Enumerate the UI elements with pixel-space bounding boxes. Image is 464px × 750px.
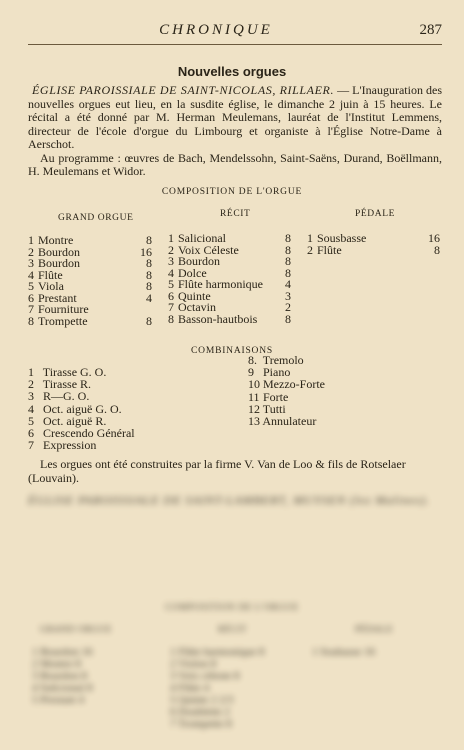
stop-number: 8: [168, 311, 174, 326]
combination-name: Crescendo Général: [40, 425, 135, 440]
combination-number: 5: [28, 413, 34, 428]
combination-number: 6: [28, 425, 34, 440]
stop-row: [307, 242, 440, 257]
combination-row: [248, 415, 325, 427]
combinaisons-left: [28, 366, 135, 451]
stop-feet: 8: [434, 242, 440, 257]
grand-orgue-stops: [28, 235, 152, 327]
pedale-stops: [307, 233, 440, 256]
blurred-article-heading: ÉGLISE PAROISSIALE DE SAINT-LAMBERT, MUYSEN (lez Malines).: [28, 493, 430, 507]
stop-feet: 8: [285, 231, 291, 245]
stop-feet: 8: [146, 267, 152, 282]
combinaisons-title: COMBINAISONS: [191, 346, 273, 356]
blurred-stop-row: 1 Bourdon 16: [32, 646, 93, 658]
section-title: Nouvelles orgues: [177, 64, 287, 79]
combination-name: Forte: [260, 389, 289, 404]
running-title: CHRONIQUE: [159, 22, 273, 38]
article-paragraph-1: L'Inauguration des nouvelles orgues eut lieu, en la susdite église, le dimanche 2 juin à 15 heures. Le récital a été donné par M. Herman Meulemans, lauréat de l'Institut Lemmens, directeur de l'école d'orgue du Limbourg et organiste à l'Église Notre-Dame à Aerschot.: [28, 83, 443, 151]
stop-number: 2: [168, 242, 174, 257]
running-header: [30, 22, 442, 42]
blurred-heading-pedale: PÉDALE: [355, 624, 394, 634]
blurred-go-stops: [32, 646, 93, 706]
combination-name: Oct. aiguë R.: [40, 413, 107, 428]
stop-feet: 8: [285, 254, 291, 268]
combination-name: Tutti: [260, 401, 286, 416]
article-heading: ÉGLISE PAROISSIALE DE SAINT-NICOLAS, RILLAER.: [32, 83, 335, 97]
blurred-stop-row: 4 Salicional 8: [32, 682, 93, 694]
blurred-stop-row: 6 Doublette 2: [170, 706, 230, 718]
combination-name: Piano: [260, 365, 291, 380]
stop-number: 1: [168, 231, 174, 245]
stop-name: Flûte harmonique: [178, 277, 263, 291]
combination-number: 1: [28, 365, 34, 379]
combination-number: 7: [28, 438, 34, 453]
stop-name: Bourdon: [38, 244, 80, 259]
stop-feet: 8: [285, 311, 291, 326]
stop-name: Voix Céleste: [178, 242, 239, 257]
pedale-heading: PÉDALE: [355, 209, 396, 219]
stop-feet: 8: [146, 233, 152, 247]
blurred-stop-row: 1 Soubasse 16: [312, 646, 375, 658]
blurred-stop-row: 4 Flûte 4: [170, 682, 210, 694]
stop-feet: 16: [140, 244, 152, 259]
stop-feet: 8: [285, 242, 291, 257]
header-rule: [28, 44, 442, 45]
stop-number: 7: [28, 302, 34, 316]
closing-paragraph: Les orgues ont été construites par la firme V. Van de Loo & fils de Rotselaer (Louvain).: [28, 457, 406, 485]
stop-name: Viola: [38, 279, 64, 293]
blurred-stop-row: 7 Trompette 8: [170, 718, 232, 730]
combination-name: Tirasse G. O.: [40, 365, 107, 379]
stop-number: 6: [28, 290, 34, 305]
stop-feet: 8: [146, 256, 152, 270]
stop-number: 4: [168, 265, 174, 280]
stop-name: Bourdon: [178, 254, 220, 268]
blurred-stop-row: 1 Flûte harmonique 8: [170, 646, 265, 658]
stop-number: 3: [28, 256, 34, 270]
article-paragraph-2: Au programme : œuvres de Bach, Mendelssohn, Saint-Saëns, Durand, Boëllmann, H. Meulemans et Widor.: [28, 150, 442, 178]
stop-name: Salicional: [178, 231, 226, 245]
stop-feet: 8: [285, 265, 291, 280]
stop-name: Basson-hautbois: [178, 311, 258, 326]
stop-feet: 4: [146, 290, 152, 305]
stop-name: Trompette: [38, 313, 88, 328]
stop-number: 5: [168, 277, 174, 291]
stop-row: [28, 313, 152, 328]
stop-name: Flûte: [317, 242, 342, 257]
combination-row: [28, 439, 135, 451]
blurred-stop-row: 2 Violon 8: [170, 658, 217, 670]
blurred-stop-row: 2 Montre 8: [32, 658, 81, 670]
blurred-recit-stops: [170, 646, 264, 730]
recit-heading: RÉCIT: [220, 209, 251, 219]
stop-number: 8: [28, 313, 34, 328]
stop-name: Bourdon: [38, 256, 80, 270]
blurred-stop-row: 3 Bourdon 8: [32, 670, 87, 682]
stop-name: Prestant: [38, 290, 77, 305]
stop-row: [168, 311, 291, 326]
stop-number: 7: [168, 300, 174, 314]
blurred-stop-row: 3 Voix céleste 8: [170, 670, 240, 682]
combination-number: 3: [28, 389, 34, 404]
blurred-stop-row: 5 Quinte 2 2/3: [170, 694, 234, 706]
stop-number: 1: [28, 233, 34, 247]
stop-feet: 3: [285, 288, 291, 303]
blurred-heading-recit: RÉCIT: [218, 624, 247, 634]
stop-name: Flûte: [38, 267, 63, 282]
stop-feet: 8: [146, 313, 152, 328]
stop-name: Montre: [38, 233, 74, 247]
blurred-pedale-stops: [312, 646, 375, 658]
article-lead: ÉGLISE PAROISSIALE DE SAINT-NICOLAS, RILLAER. — L'Inauguration des nouvelles orgues eut lieu, en la susdite église, le dimanche 2 juin à 15 heures. Le récital a été donné par M. Herman Meulemans, lauréat de l'Institut Lemmens, directeur de l'école d'orgue du Limbourg et organiste à l'Église Notre-Dame à Aerschot.: [28, 83, 443, 151]
stop-feet: 2: [285, 300, 291, 314]
stop-feet: 16: [428, 231, 440, 245]
blurred-next-article: [0, 484, 464, 750]
combination-number: 9: [248, 365, 254, 380]
combination-number: 2: [28, 377, 34, 392]
combinaisons-right: [248, 354, 325, 427]
stop-number: 3: [168, 254, 174, 268]
combination-name: Annulateur: [260, 413, 317, 428]
stop-name: Dolce: [178, 265, 207, 280]
combination-number: 12: [248, 401, 260, 416]
stop-number: 2: [307, 242, 313, 257]
article-body: [28, 84, 442, 179]
composition-title: COMPOSITION DE L'ORGUE: [161, 187, 303, 197]
combination-number: 10: [248, 377, 260, 392]
combination-number: 4: [28, 401, 34, 416]
stop-feet: 8: [146, 279, 152, 293]
grand-orgue-heading: GRAND ORGUE: [58, 213, 134, 223]
page-number: 287: [419, 22, 442, 38]
combination-number: 8.: [248, 353, 257, 367]
blurred-stop-row: 5 Prestant 4: [32, 694, 84, 706]
combination-number: 13: [248, 413, 260, 428]
stop-number: 2: [28, 244, 34, 259]
stop-name: Octavin: [178, 300, 216, 314]
combination-name: R—G. O.: [40, 389, 90, 404]
stop-number: 5: [28, 279, 34, 293]
stop-number: 4: [28, 267, 34, 282]
combination-name: Expression: [40, 438, 97, 453]
stop-feet: 4: [285, 277, 291, 291]
recit-stops: [168, 233, 291, 325]
blurred-composition-title: COMPOSITION DE L'ORGUE: [165, 602, 299, 612]
combination-name: Oct. aiguë G. O.: [40, 401, 122, 416]
stop-name: Quinte: [178, 288, 211, 303]
combination-name: Tremolo: [260, 353, 304, 367]
stop-number: 1: [307, 231, 313, 245]
stop-name: Fourniture: [38, 302, 89, 316]
combination-number: 11: [248, 389, 260, 404]
stop-name: Sousbasse: [317, 231, 367, 245]
combination-name: Mezzo-Forte: [260, 377, 325, 392]
stop-number: 6: [168, 288, 174, 303]
combination-name: Tirasse R.: [40, 377, 92, 392]
blurred-heading-go: GRAND ORGUE: [40, 624, 112, 634]
